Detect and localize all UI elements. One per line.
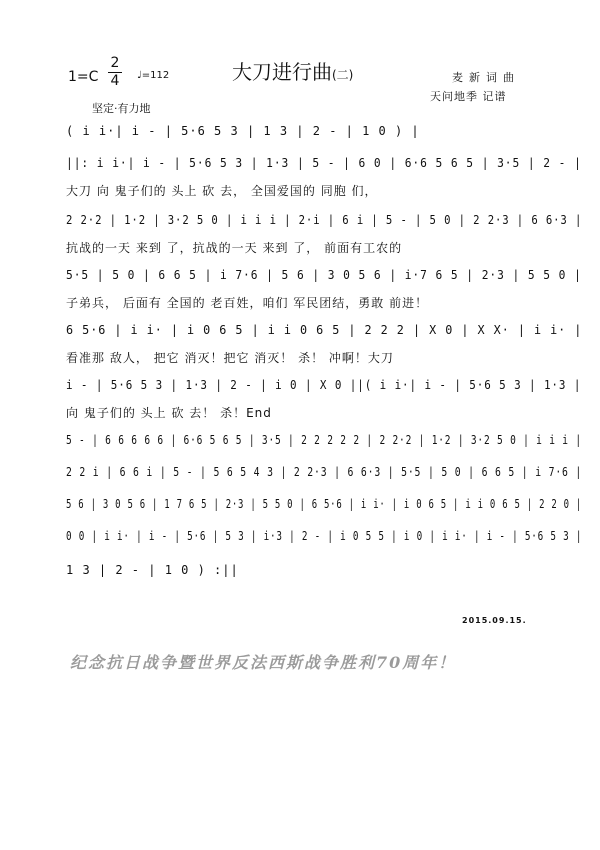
commemoration-footer: 纪念抗日战争暨世界反法西斯战争胜利70周年！	[70, 653, 457, 672]
score-line-2-notes: ||: i i·| i - | 5·6 5 3 | 1·3 | 5 - | 6 0 | 6·6 5 6 5 | 3·5 | 2 - |	[66, 156, 582, 170]
score-line-1-notes: ( i i·| i - | 5·6 5 3 | 1 3 | 2 - | 1 0 ) |	[66, 124, 420, 138]
song-title: 大刀进行曲(二)	[232, 60, 354, 84]
score-line-5-notes: 6 5·6 | i i· | i 0 6 5 | i i 0 6 5 | 2 2 2 | X 0 | X X· | i i· |	[66, 323, 583, 337]
score-line-8-notes: 2 2 i | 6 6 i | 5 - | 5 6 5 4 3 | 2 2·3 | 6 6·3 | 5·5 | 5 0 | 6 6 5 | i 7·6 |	[66, 465, 583, 479]
score-line-7-notes: 5 - | 6 6 6 6 6 | 6·6 5 6 5 | 3·5 | 2 2 2 2 2 | 2 2·2 | 1·2 | 3·2 5 0 | i i i |	[66, 433, 582, 447]
transcription-date: 2015.09.15.	[462, 616, 527, 625]
time-signature	[108, 56, 122, 89]
score-line-4-lyrics: 子弟兵， 后面有 全国的 老百姓，咱们 军民团结，勇敢 前进！	[66, 296, 429, 310]
score-line-9-notes: 5 6 | 3 0 5 6 | 1 7 6 5 | 2·3 | 5 5 0 | 6 5·6 | i i· | i 0 6 5 | i i 0 6 5 | 2 2 0 |	[66, 497, 583, 511]
meter-bottom: 4	[110, 73, 120, 89]
score-line-6-notes: i - | 5·6 5 3 | 1·3 | 2 - | i 0 | X 0 ||( i i·| i - | 5·6 5 3 | 1·3 |	[66, 378, 582, 392]
score-line-4-notes: 5·5 | 5 0 | 6 6 5 | i 7·6 | 5 6 | 3 0 5 6 | i·7 6 5 | 2·3 | 5 5 0 |	[66, 268, 582, 282]
score-line-11-notes: 1 3 | 2 - | 1 0 ) :||	[66, 563, 239, 577]
score-line-3-notes: 2 2·2 | 1·2 | 3·2 5 0 | i i i | 2·i | 6 i | 5 - | 5 0 | 2 2·3 | 6 6·3 |	[66, 213, 583, 227]
transcriber-credit: 天问地季 记谱	[430, 90, 507, 103]
meter-top: 2	[110, 55, 120, 71]
tempo-mark: ♩=112	[137, 70, 170, 81]
score-line-2-lyrics: 大刀 向 鬼子们的 头上 砍 去， 全国爱国的 同胞 们，	[66, 184, 378, 198]
score-line-6-lyrics: 向 鬼子们的 头上 砍 去！ 杀！End	[66, 406, 272, 420]
score-line-10-notes: 0 0 | i i· | i - | 5·6 | 5 3 | i·3 | 2 - | i 0 5 5 | i 0 | i i· | i - | 5·6 5 3 |	[66, 529, 583, 543]
lyricist-credit: 麦新词曲	[452, 71, 520, 84]
score-line-3-lyrics: 抗战的一天 来到 了，抗战的一天 来到 了， 前面有工农的	[66, 241, 403, 255]
title-suffix: (二)	[332, 68, 354, 82]
key-signature: 1=C	[68, 69, 99, 85]
expression-mark: 坚定·有力地	[92, 102, 151, 115]
score-line-5-lyrics: 看准那 敌人， 把它 消灭！把它 消灭！ 杀！ 冲啊！大刀	[66, 351, 394, 365]
